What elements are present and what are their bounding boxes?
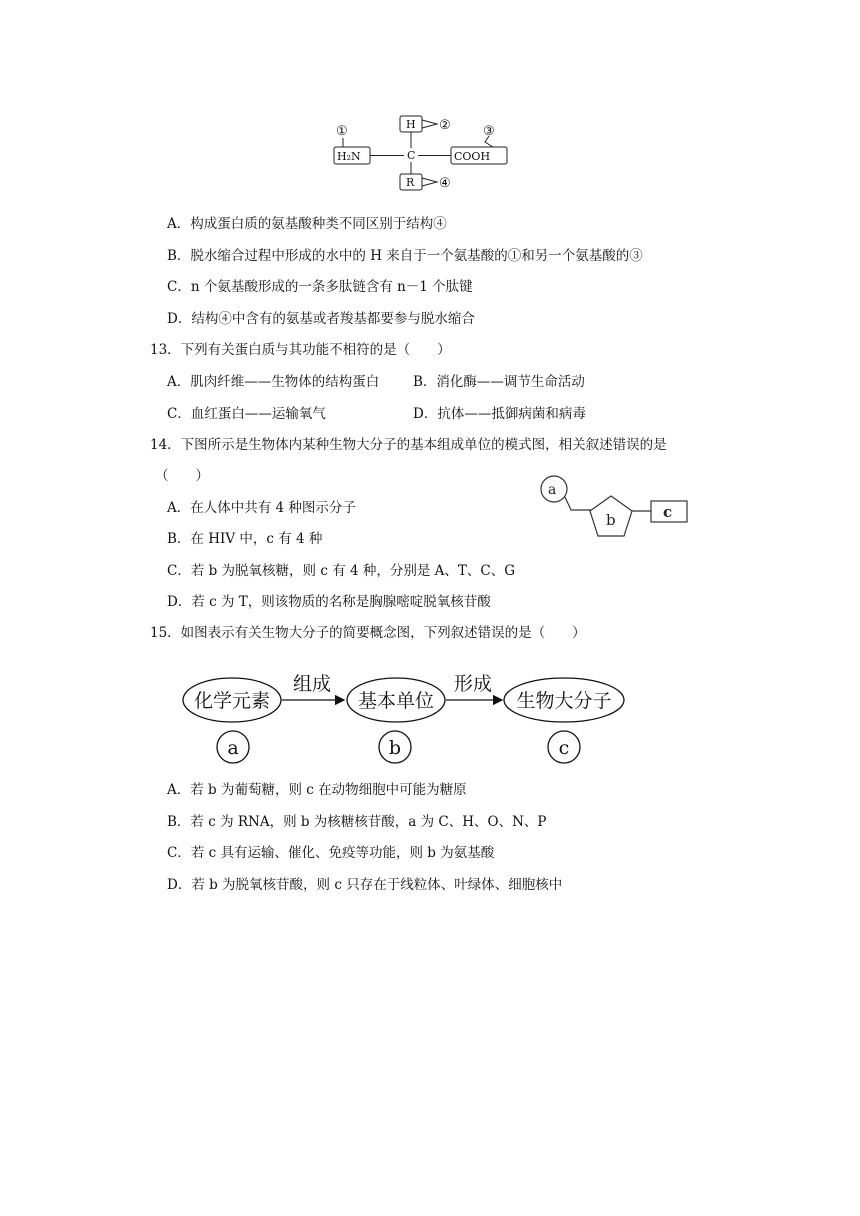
- q14-option-b: B．在 HIV 中，c 有 4 种: [167, 531, 323, 547]
- nucleotide-model-figure: [535, 474, 695, 544]
- q15-option-c: C．若 c 具有运输、催化、免疫等功能，则 b 为氨基酸: [167, 845, 495, 861]
- phosphate-label: a: [548, 482, 557, 498]
- q12-option-b: B．脱水缩合过程中形成的水中的 H 来自于一个氨基酸的①和另一个氨基酸的③: [167, 248, 643, 264]
- marker-3: ③: [483, 124, 495, 139]
- q15-option-d: D．若 b 为脱氧核苷酸，则 c 只存在于线粒体、叶绿体、细胞核中: [167, 877, 563, 893]
- q13-option-a: A．肌肉纤维——生物体的结构蛋白: [167, 374, 380, 390]
- q15-option-b: B．若 c 为 RNA，则 b 为核糖核苷酸，a 为 C、H、O、N、P: [167, 814, 547, 830]
- q14-option-c: C．若 b 为脱氧核糖，则 c 有 4 种，分别是 A、T、C、G: [167, 563, 516, 579]
- circle-label-c: c: [558, 737, 570, 759]
- q12-option-d: D．结构④中含有的氨基或者羧基都要参与脱水缩合: [167, 311, 475, 327]
- amino-group-label: H₂N: [337, 150, 361, 163]
- q15-stem: 15．如图表示有关生物大分子的简要概念图，下列叙述错误的是（ ）: [150, 625, 586, 641]
- node-macromolecule: 生物大分子: [516, 690, 612, 712]
- q13-option-b: B．消化酶——调节生命活动: [413, 374, 585, 390]
- q12-option-a: A．构成蛋白质的氨基酸种类不同区别于结构④: [167, 216, 447, 232]
- arrow-label-form: 形成: [453, 673, 493, 695]
- q13-stem: 13．下列有关蛋白质与其功能不相符的是（ ）: [150, 342, 451, 358]
- marker-2: ②: [439, 118, 451, 133]
- q15-option-a: A．若 b 为葡萄糖，则 c 在动物细胞中可能为糖原: [167, 782, 467, 798]
- marker-4: ④: [439, 176, 451, 191]
- q13-option-d: D．抗体——抵御病菌和病毒: [413, 406, 586, 422]
- q14-option-a: A．在人体中共有 4 种图示分子: [167, 500, 356, 516]
- q12-option-c: C．n 个氨基酸形成的一条多肽链含有 n－1 个肽键: [167, 279, 473, 295]
- c-atom-label: C: [407, 149, 416, 162]
- circle-label-a: a: [227, 737, 239, 759]
- q14-stem-continued: （ ）: [155, 468, 209, 484]
- pentose-label: b: [606, 511, 616, 529]
- node-basic-unit: 基本单位: [357, 690, 435, 712]
- r-group-label: R: [406, 176, 415, 189]
- circle-label-b: b: [388, 737, 402, 759]
- concept-map-figure: [180, 668, 630, 768]
- marker-1: ①: [336, 124, 348, 139]
- q14-option-d: D．若 c 为 T，则该物质的名称是胸腺嘧啶脱氧核苷酸: [167, 594, 491, 610]
- base-label: c: [663, 503, 673, 521]
- h-atom-label: H: [406, 118, 416, 131]
- q13-option-c: C．血红蛋白——运输氧气: [167, 406, 326, 422]
- carboxyl-group-label: COOH: [454, 150, 491, 163]
- node-chemical-elements: 化学元素: [193, 690, 271, 712]
- arrow-label-compose: 组成: [292, 673, 332, 695]
- amino-acid-structure-figure: [325, 112, 525, 194]
- q14-stem: 14．下图所示是生物体内某种生物大分子的基本组成单位的模式图，相关叙述错误的是: [150, 437, 667, 453]
